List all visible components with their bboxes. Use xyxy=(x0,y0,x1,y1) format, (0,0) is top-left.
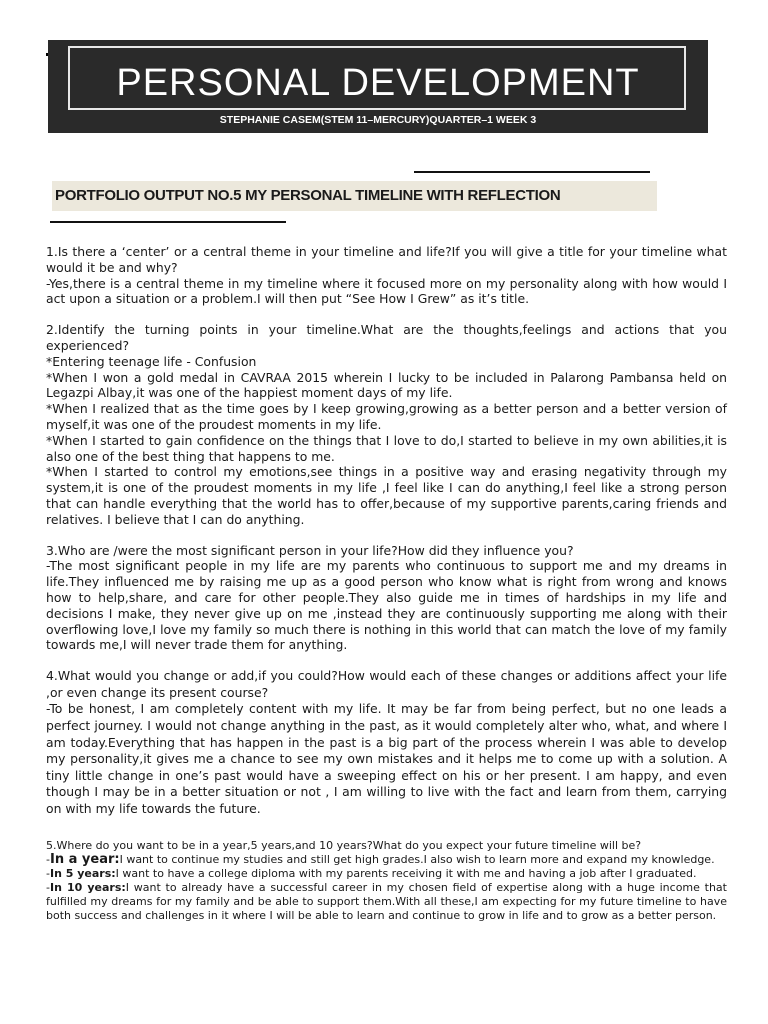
question-3-block xyxy=(46,543,727,654)
page-title: PERSONAL DEVELOPMENT xyxy=(116,62,640,104)
question-5-block xyxy=(46,839,727,923)
goal-10-years-prefix: - xyxy=(46,881,50,895)
question-3: 3.Who are /were the most significant person in your life?How did they influence you? xyxy=(46,542,574,558)
goal-5-years xyxy=(46,867,727,881)
goal-year-text: I want to continue my studies and still get high grades.I also wish to learn more and expand my knowledge. xyxy=(119,853,715,867)
question-2-block xyxy=(46,322,727,527)
header-banner xyxy=(48,40,708,133)
goal-10-years-text: I want to already have a successful career in my chosen field of expertise along with a huge income that fulfilled my dreams for my family and be able to support them.With all these,I am expecting for my future timeline to have both success and challenges in it where I will be able to learn and continue to grow in life and to grow as a better person. xyxy=(46,881,727,923)
reflection-content xyxy=(46,244,727,923)
answer-2-item: *Entering teenage life - Confusion xyxy=(46,353,257,369)
answer-2-item: *When I won a gold medal in CAVRAA 2015 wherein I lucky to be included in Palarong Pambansa held on Legazpi Albay,it was one of the happiest moment days of my life. xyxy=(46,369,727,401)
goal-5-years-text: I want to have a college diploma with my parents receiving it with me and having a job after I graduated. xyxy=(115,867,697,881)
question-4-block xyxy=(46,668,727,817)
question-1-block xyxy=(46,244,727,307)
goal-year-label: In a year: xyxy=(49,852,120,868)
answer-2-item: *When I started to gain confidence on the things that I love to do,I started to believe in my own abilities,it is also one of the best thing that happens to me. xyxy=(46,432,727,464)
answer-2-item: *When I realized that as the time goes by I keep growing,growing as a better person and a better version of myself,it was one of the proudest moments in my life. xyxy=(46,401,727,432)
goal-10-years xyxy=(46,881,727,923)
section-heading: PORTFOLIO OUTPUT NO.5 MY PERSONAL TIMELINE WITH REFLECTION xyxy=(52,181,657,211)
question-5: 5.Where do you want to be in a year,5 years,and 10 years?What do you expect your future timeline will be? xyxy=(46,839,642,853)
question-1: 1.Is there a ‘center’ or a central theme in your timeline and life?If you will give a title for your timeline what would it be and why? xyxy=(46,244,727,275)
answer-4: -To be honest, I am completely content with my life. It may be far from being perfect, but no one leads a perfect journey. I would not change anything in the past, as it would completely alter who, what, and where I am today.Everything that has happen in the past is a big part of the process wherein I was able to develop my personality,it gives me a chance to see my own mistakes and it helps me to come up with a solution. A tiny little change in one’s past would have a sweeping effect on his or her present. I am happy, and even though I may be in a better situation or not , I am willing to live with the fact and learn from them, carrying on with my life towards the future. xyxy=(46,701,727,816)
top-rule xyxy=(414,171,650,173)
goal-year-prefix: - xyxy=(46,853,50,867)
answer-3: -The most significant people in my life are my parents who continuous to support me and my dreams in life.They influenced me by raising me up as a good person who know what is right from wrong and knows how to help,share, and care for other people.They also guide me in times of hardships in my life and decisions I make, they never give up on me ,instead they are continuously supporting me along with their overflowing love,I love my family so much there is nothing in this world that can match the love of my family towards me,I will never trade them for anything. xyxy=(46,558,727,653)
page-subtitle: STEPHANIE CASEM(STEM 11–MERCURY)QUARTER–1 WEEK 3 xyxy=(219,114,537,126)
heading-underline xyxy=(50,221,286,223)
answer-1: -Yes,there is a central theme in my timeline where it focused more on my personality along with how would I act upon a situation or a problem.I will then put “See How I Grew” as it’s title. xyxy=(46,275,727,307)
goal-year xyxy=(46,853,727,867)
answer-2-item: *When I started to control my emotions,see things in a positive way and erasing negativity through my system,it is one of the proudest moments in my life ,I feel like I can do anything,I feel like a strong person that can handle everything that the world has to offer,because of my supportive parents,caring friends and relatives. I believe that I can do anything. xyxy=(46,464,727,527)
goal-5-years-prefix: - xyxy=(46,867,50,881)
question-4: 4.What would you change or add,if you could?How would each of these changes or additions affect your life ,or even change its present course? xyxy=(46,668,727,700)
goal-10-years-label: In 10 years: xyxy=(49,881,126,895)
goal-5-years-label: In 5 years: xyxy=(49,867,116,881)
question-2: 2.Identify the turning points in your timeline.What are the thoughts,feelings and actions that you experienced? xyxy=(46,322,727,353)
